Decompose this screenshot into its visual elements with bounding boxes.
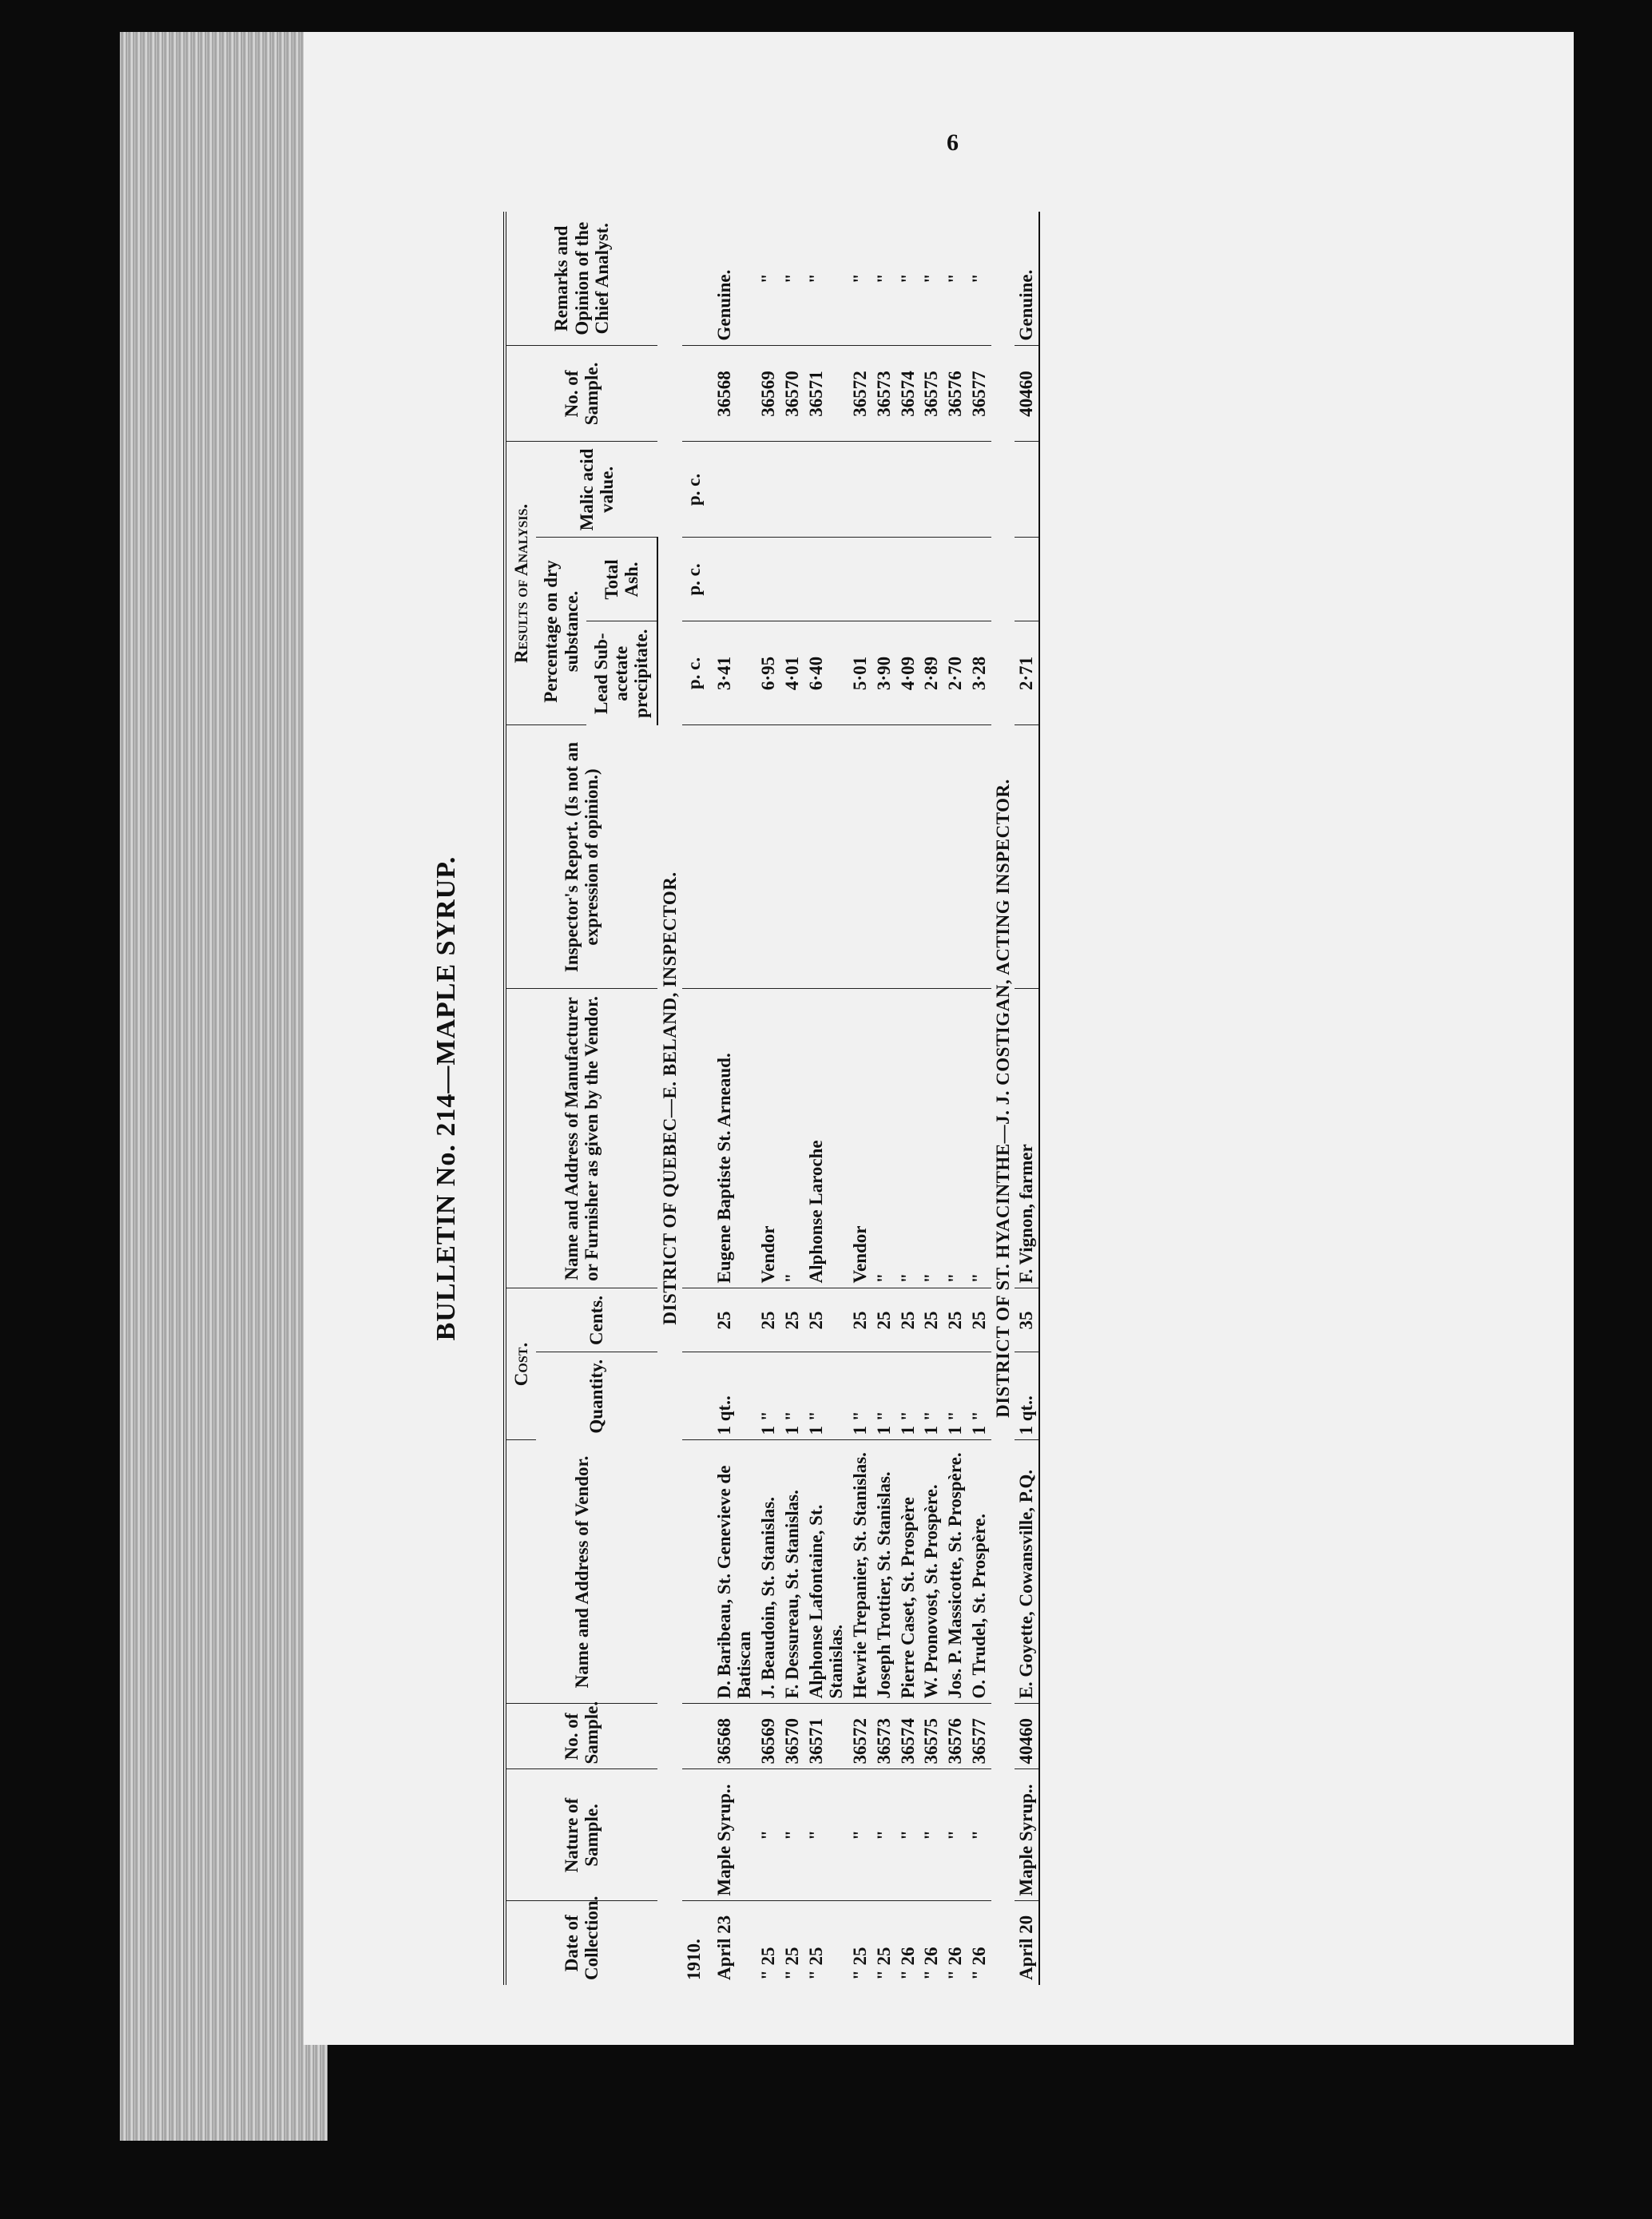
header-cents: Cents. (536, 1288, 657, 1352)
district-quebec-heading: DISTRICT OF QUEBEC—E. BELAND, INSPECTOR. (659, 871, 680, 1325)
vendor-cell: E. Goyette, Cowansville, P.Q. (1015, 1440, 1039, 1704)
manufacturer-cell: " (967, 989, 991, 1288)
nature-cell: " (943, 1769, 967, 1901)
table-row (872, 212, 896, 1985)
vendor-cell: O. Trudel, St. Prospère. (967, 1440, 991, 1704)
nature-cell: " (872, 1769, 896, 1901)
quantity-cell: 1 qt.. (1015, 1352, 1039, 1440)
cents-cell: 25 (872, 1288, 896, 1352)
header-sample-no-2: No. of Sample. (505, 346, 657, 442)
remarks-cell: " (804, 212, 849, 346)
manufacturer-cell: " (872, 989, 896, 1288)
quantity-cell: 1 " (872, 1352, 896, 1440)
header-vendor: Name and Address of Vendor. (505, 1440, 657, 1704)
ash-cell (967, 538, 991, 621)
manufacturer-cell: " (919, 989, 943, 1288)
quantity-cell: 1 " (780, 1352, 804, 1440)
remarks-cell: " (780, 212, 804, 346)
lead-cell: 4·09 (896, 621, 920, 725)
nature-cell: " (848, 1769, 872, 1901)
header-sample-no: No. of Sample. (505, 1704, 657, 1769)
date-cell: April 23 (713, 1915, 734, 1980)
malic-cell (1015, 442, 1039, 538)
date-cell: " 25 (873, 1947, 894, 1980)
sample-no-2-cell: 36569 (757, 346, 780, 442)
quantity-cell: 1 " (848, 1352, 872, 1440)
quantity-cell: 1 qt.. (713, 1352, 757, 1440)
lead-cell: 4·01 (780, 621, 804, 725)
manufacturer-cell: Vendor (757, 989, 780, 1288)
ash-cell (943, 538, 967, 621)
sample-no-2-cell: 36570 (780, 346, 804, 442)
date-cell: " 25 (805, 1947, 826, 1980)
inspector-report-cell (896, 725, 920, 989)
table-row (943, 212, 967, 1985)
cents-cell: 25 (896, 1288, 920, 1352)
nature-cell: " (896, 1769, 920, 1901)
sample-no-cell: 36572 (848, 1704, 872, 1769)
header-percentage: Percentage on dry substance. (536, 538, 586, 725)
quantity-cell: 1 " (943, 1352, 967, 1440)
malic-cell (780, 442, 804, 538)
ash-cell (872, 538, 896, 621)
table-row (713, 212, 757, 1985)
date-cell: " 25 (850, 1947, 871, 1980)
sample-no-cell: 36576 (943, 1704, 967, 1769)
cents-cell: 25 (780, 1288, 804, 1352)
header-malic: Malic acid value. (536, 442, 657, 538)
inspector-report-cell (1015, 725, 1039, 989)
nature-cell: Maple Syrup.. (1015, 1769, 1039, 1901)
cents-cell: 35 (1015, 1288, 1039, 1352)
date-cell: " 26 (897, 1947, 918, 1980)
header-quantity: Quantity. (586, 1359, 607, 1434)
malic-cell (757, 442, 780, 538)
malic-cell (896, 442, 920, 538)
remarks-cell: " (757, 212, 780, 346)
lead-cell: 5·01 (848, 621, 872, 725)
cents-cell: 25 (943, 1288, 967, 1352)
sample-no-2-cell: 36574 (896, 346, 920, 442)
analysis-table (503, 212, 1040, 1985)
lead-cell: 3·90 (872, 621, 896, 725)
header-cost: Cost. (505, 1288, 536, 1440)
header-manufacturer: Name and Address of Manufacturer or Furnisher as given by the Vendor. (505, 989, 657, 1288)
sample-no-2-cell: 36568 (713, 346, 757, 442)
ash-cell (804, 538, 849, 621)
cents-cell: 25 (848, 1288, 872, 1352)
sample-no-2-cell: 36577 (967, 346, 991, 442)
cents-cell: 25 (967, 1288, 991, 1352)
cents-cell: 25 (757, 1288, 780, 1352)
unit-ash: p. c. (682, 538, 713, 621)
malic-cell (713, 442, 757, 538)
table-row (757, 212, 780, 1985)
lead-cell: 2·70 (943, 621, 967, 725)
table-row (967, 212, 991, 1985)
sample-no-cell: 36569 (757, 1704, 780, 1769)
header-results: Results of Analysis. (505, 442, 536, 725)
table-row (848, 212, 872, 1985)
malic-cell (804, 442, 849, 538)
page-edge-stack (120, 32, 328, 2141)
vendor-cell: F. Dessureau, St. Stanislas. (780, 1440, 804, 1704)
ash-cell (919, 538, 943, 621)
vendor-cell: Pierre Caset, St. Prospère (896, 1440, 920, 1704)
sample-no-cell: 36575 (919, 1704, 943, 1769)
vendor-cell: D. Baribeau, St. Genevieve de Batiscan (713, 1440, 757, 1704)
inspector-report-cell (848, 725, 872, 989)
manufacturer-cell: Vendor (848, 989, 872, 1288)
nature-cell: " (967, 1769, 991, 1901)
table-row (1015, 212, 1039, 1985)
malic-cell (967, 442, 991, 538)
table-row (804, 212, 849, 1985)
unit-lead: p. c. (682, 621, 713, 725)
table-row (780, 212, 804, 1985)
manufacturer-cell: F. Vignon, farmer (1015, 989, 1039, 1288)
date-cell: April 20 (1015, 1901, 1039, 1985)
lead-cell: 2·71 (1015, 621, 1039, 725)
district-hyacinthe-heading: DISTRICT OF ST. HYACINTHE—J. J. COSTIGAN, ACTING INSPECTOR. (992, 779, 1013, 1418)
sample-no-2-cell: 36571 (804, 346, 849, 442)
remarks-cell: " (967, 212, 991, 346)
remarks-cell: " (919, 212, 943, 346)
vendor-cell: Jos. P. Massicotte, St. Prospère. (943, 1440, 967, 1704)
sample-no-cell: 36573 (872, 1704, 896, 1769)
quantity-cell: 1 " (967, 1352, 991, 1440)
cents-cell: 25 (919, 1288, 943, 1352)
date-cell: " 25 (781, 1947, 802, 1980)
nature-cell: " (757, 1769, 780, 1901)
malic-cell (872, 442, 896, 538)
vendor-cell: Alphonse Lafontaine, St. Stanislas. (804, 1440, 849, 1704)
quantity-cell: 1 " (896, 1352, 920, 1440)
bulletin-title: BULLETIN No. 214—MAPLE SYRUP. (431, 855, 461, 1341)
ash-cell (896, 538, 920, 621)
manufacturer-cell: " (943, 989, 967, 1288)
sample-no-cell: 36571 (804, 1704, 849, 1769)
nature-cell: " (804, 1769, 849, 1901)
sample-no-2-cell: 36573 (872, 346, 896, 442)
remarks-cell: Genuine. (713, 212, 757, 346)
vendor-cell: J. Beaudoin, St. Stanislas. (757, 1440, 780, 1704)
date-cell: " 26 (921, 1947, 942, 1980)
date-cell: " 25 (758, 1947, 779, 1980)
year-label: 1910. (683, 1939, 704, 1980)
vendor-cell: Joseph Trottier, St. Stanislas. (872, 1440, 896, 1704)
inspector-report-cell (757, 725, 780, 989)
header-date: Date of Collection. (562, 1895, 602, 1980)
inspector-report-cell (967, 725, 991, 989)
ash-cell (713, 538, 757, 621)
malic-cell (848, 442, 872, 538)
cents-cell: 25 (804, 1288, 849, 1352)
inspector-report-cell (713, 725, 757, 989)
quantity-cell: 1 " (804, 1352, 849, 1440)
table-row (919, 212, 943, 1985)
sample-no-cell: 36570 (780, 1704, 804, 1769)
header-lead: Lead Sub-acetate precipitate. (586, 621, 657, 725)
inspector-report-cell (804, 725, 849, 989)
manufacturer-cell: " (780, 989, 804, 1288)
lead-cell: 3·41 (713, 621, 757, 725)
quantity-cell: 1 " (919, 1352, 943, 1440)
sample-no-2-cell: 36575 (919, 346, 943, 442)
vendor-cell: Hewrie Trepanier, St. Stanislas. (848, 1440, 872, 1704)
malic-cell (943, 442, 967, 538)
inspector-report-cell (943, 725, 967, 989)
lead-cell: 3·28 (967, 621, 991, 725)
page-number: 6 (947, 129, 959, 156)
date-cell: " 26 (945, 1947, 966, 1980)
manufacturer-cell: " (896, 989, 920, 1288)
header-ash: Total Ash. (586, 538, 657, 621)
sample-no-cell: 36577 (967, 1704, 991, 1769)
quantity-cell: 1 " (757, 1352, 780, 1440)
sample-no-cell: 40460 (1015, 1704, 1039, 1769)
nature-cell: Maple Syrup.. (713, 1769, 757, 1901)
cents-cell: 25 (713, 1288, 757, 1352)
inspector-report-cell (919, 725, 943, 989)
malic-cell (919, 442, 943, 538)
lead-cell: 2·89 (919, 621, 943, 725)
ash-cell (757, 538, 780, 621)
sample-no-2-cell: 40460 (1015, 346, 1039, 442)
ash-cell (780, 538, 804, 621)
remarks-cell: " (872, 212, 896, 346)
header-nature: Nature of Sample. (505, 1769, 657, 1901)
unit-malic: p. c. (682, 442, 713, 538)
remarks-cell: " (896, 212, 920, 346)
ash-cell (1015, 538, 1039, 621)
header-inspector-report: Inspector's Report. (Is not an expression of opinion.) (505, 725, 657, 989)
nature-cell: " (919, 1769, 943, 1901)
sample-no-2-cell: 36576 (943, 346, 967, 442)
vendor-cell: W. Pronovost, St. Prospère. (919, 1440, 943, 1704)
manufacturer-cell: Alphonse Laroche (804, 989, 849, 1288)
header-remarks: Remarks and Opinion of the Chief Analyst. (505, 212, 657, 346)
date-cell: " 26 (968, 1947, 989, 1980)
remarks-cell: " (848, 212, 872, 346)
lead-cell: 6·95 (757, 621, 780, 725)
sample-no-cell: 36568 (713, 1704, 757, 1769)
nature-cell: " (780, 1769, 804, 1901)
rotated-content (431, 212, 1630, 1985)
manufacturer-cell: Eugene Baptiste St. Arneaud. (713, 989, 757, 1288)
table-row (896, 212, 920, 1985)
inspector-report-cell (872, 725, 896, 989)
sample-no-2-cell: 36572 (848, 346, 872, 442)
sample-no-cell: 36574 (896, 1704, 920, 1769)
inspector-report-cell (780, 725, 804, 989)
remarks-cell: " (943, 212, 967, 346)
remarks-cell: Genuine. (1015, 212, 1039, 346)
lead-cell: 6·40 (804, 621, 849, 725)
ash-cell (848, 538, 872, 621)
